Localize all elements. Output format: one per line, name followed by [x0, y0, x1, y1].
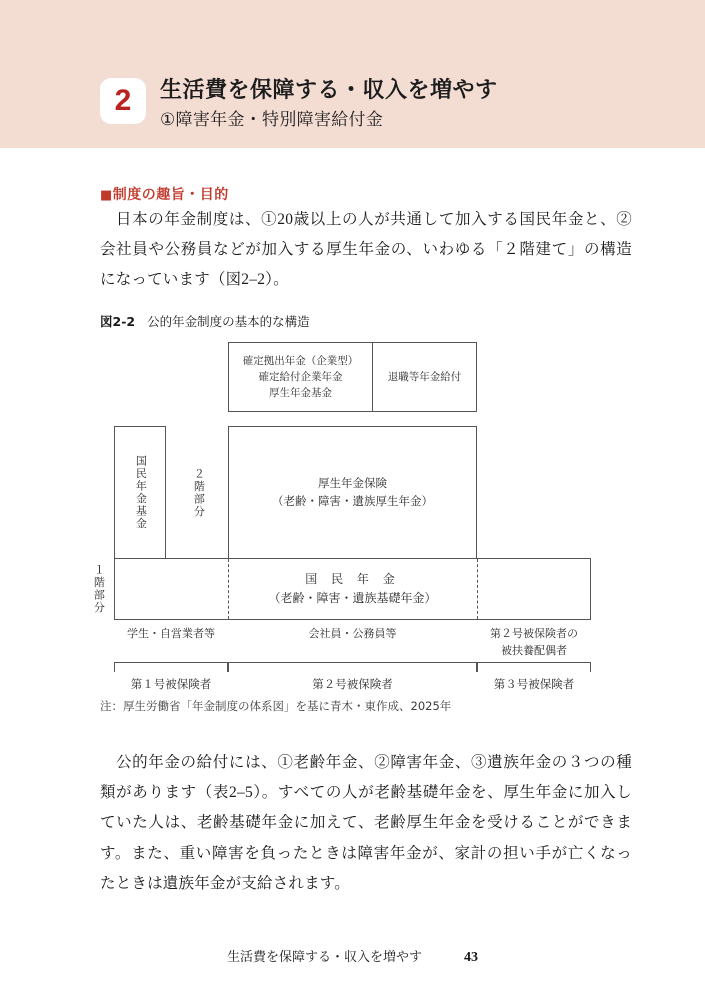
square-bullet-icon: ■ [100, 188, 113, 203]
bracket-category-1 [114, 662, 228, 672]
national-pension-line-1: 国 民 年 金 [305, 572, 400, 587]
dependent-spouse-line-1: 第２号被保険者の [490, 627, 578, 640]
figure-caption [100, 312, 310, 330]
corporate-pension-line-1: 確定拠出年金（企業型） [242, 354, 359, 367]
chapter-header-band [0, 0, 705, 148]
employees-pension-line-1: 厚生年金保険 [318, 475, 387, 490]
pension-structure-diagram [92, 340, 640, 691]
figure-caption-text: 公的年金制度の基本的な構造 [147, 314, 310, 329]
category-label-students: 学生・自営業者等 [127, 627, 215, 640]
body-paragraph-2 [100, 748, 632, 899]
footer-page-number: 43 [464, 950, 478, 965]
dependent-spouse-line-2: 被扶養配偶者 [501, 643, 567, 657]
page-footer [0, 946, 705, 966]
box-national-pension-fund [114, 426, 166, 559]
category-label-employees: 会社員・公務員等 [308, 627, 397, 640]
divider-dashed-left [228, 559, 229, 619]
figure-caption-label: 図2-2 [100, 314, 136, 329]
page-title: 生活費を保障する・収入を増やす [160, 78, 498, 103]
bracket-category-3 [477, 662, 591, 672]
divider-dashed-right [477, 559, 478, 619]
body-paragraph-1 [100, 205, 632, 296]
first-floor-label-text: １階部分 [92, 564, 106, 614]
paragraph-1-text: 日本の年金制度は、①20歳以上の人が共通して加入する国民年金と、②会社員や公務員などが加入する厚生年金の、いわゆる「２階建て」の構造になっています（図2–2）。 [100, 211, 632, 289]
figure-source-note: 注：厚生労働省「年金制度の体系図」を基に青木・東作成、2025年 [100, 699, 452, 713]
corporate-pension-line-3: 厚生年金基金 [269, 387, 332, 400]
chapter-number-badge [100, 78, 146, 124]
category-label-dependent-spouse [477, 626, 591, 659]
bracket-category-2 [228, 662, 477, 672]
box-employees-pension-insurance [228, 426, 477, 559]
chapter-title-group [160, 76, 498, 131]
box-corporate-pension [228, 342, 373, 412]
insured-type-3: 第３号被保険者 [493, 677, 575, 691]
paragraph-2-text: 公的年金の給付には、①老齢年金、②障害年金、③遺族年金の３つの種類があります（表2–5）。すべての人が老齢基礎年金を、厚生年金に加入していた人は、老齢基礎年金に加えて、老齢厚生年金を受けることができます。また、重い障害を負ったときは障害年金が、家計の担い手が亡くなったときは遺族年金が支給されます。 [100, 754, 632, 892]
second-floor-label-text: ２階部分 [192, 467, 206, 518]
insured-type-1: 第１号被保険者 [130, 677, 212, 691]
employees-pension-line-2: （老齢・障害・遺族厚生年金） [272, 493, 433, 508]
second-floor-label [170, 426, 226, 559]
national-pension-fund-label: 国民年金基金 [134, 455, 148, 530]
chapter-number: 2 [114, 84, 132, 117]
first-floor-label [84, 558, 112, 620]
footer-running-title: 生活費を保障する・収入を増やす [226, 949, 422, 964]
chapter-header [100, 76, 498, 131]
box-retirement-benefit [372, 342, 477, 412]
corporate-pension-line-2: 確定給付企業年金 [258, 370, 343, 383]
page-subtitle: ①障害年金・特別障害給付金 [160, 109, 384, 130]
section-heading-text: 制度の趣旨・目的 [112, 187, 229, 203]
box-national-pension [114, 558, 591, 620]
retirement-benefit-label: 退職等年金給付 [387, 370, 462, 383]
national-pension-line-2: （老齢・障害・遺族基礎年金） [268, 591, 437, 605]
section-heading [100, 184, 229, 204]
insured-type-2: 第２号被保険者 [312, 677, 393, 691]
